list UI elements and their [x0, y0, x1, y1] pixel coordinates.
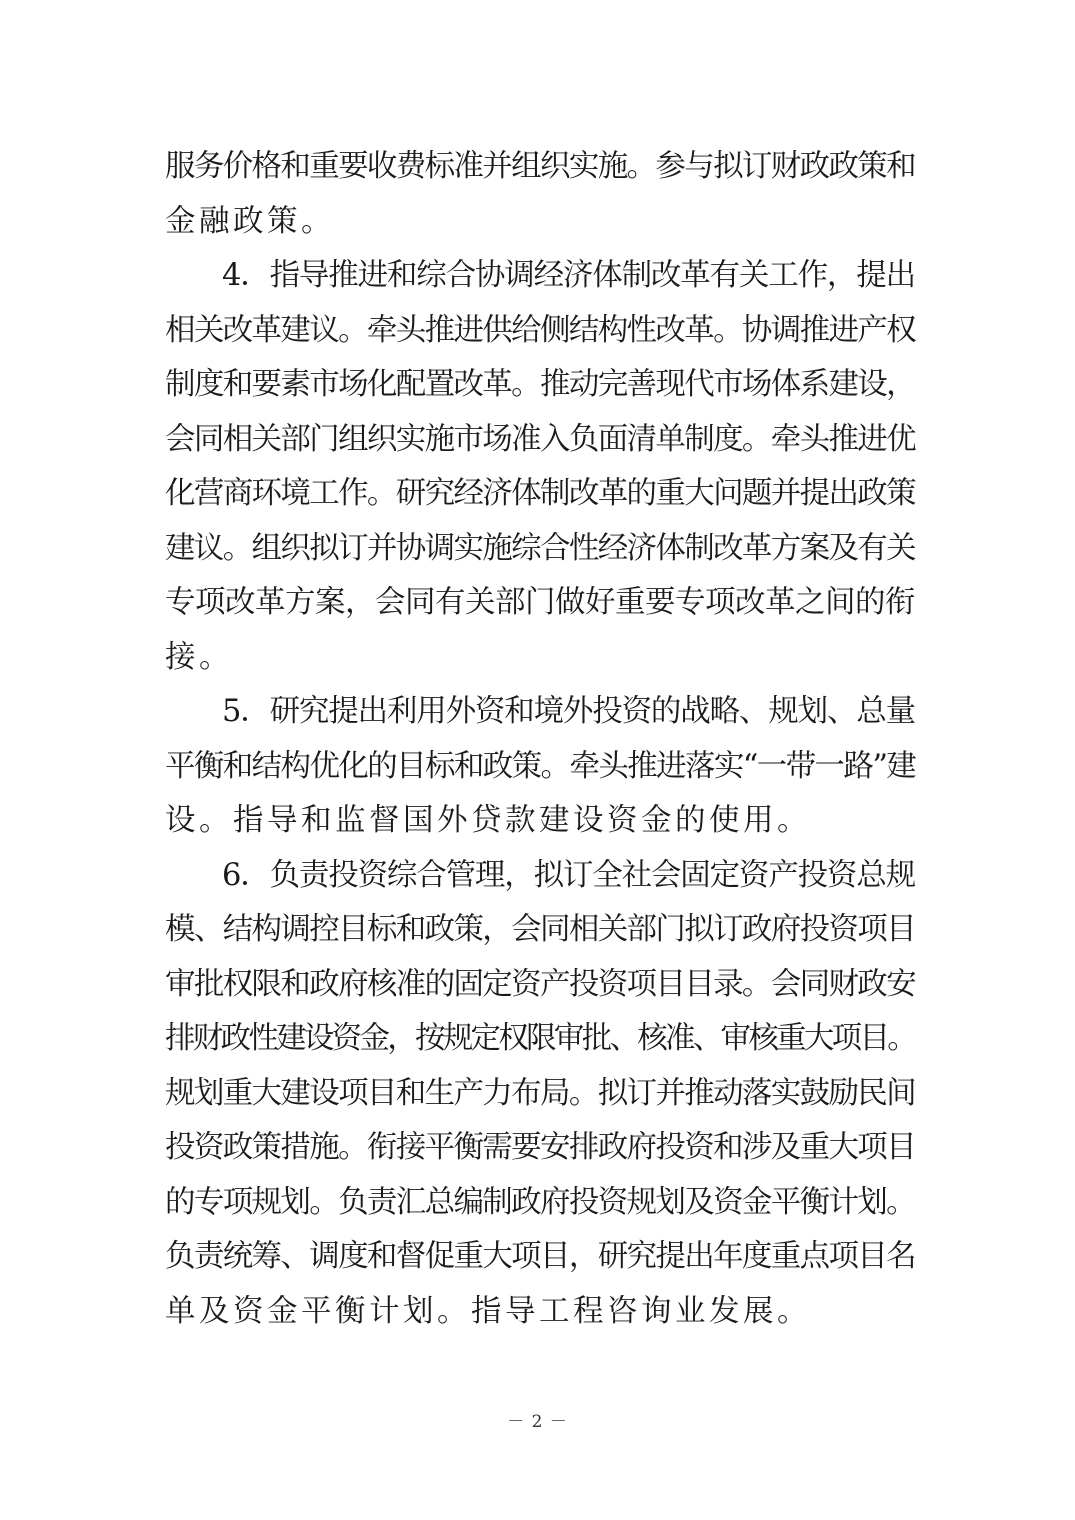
body-text — [165, 140, 915, 1339]
text-line: 规划重大建设项目和生产力布局。拟订并推动落实鼓励民间 — [165, 1075, 915, 1111]
page-number: － 2 － — [507, 1412, 568, 1432]
text-line: 化营商环境工作。研究经济体制改革的重大问题并提出政策 — [165, 476, 915, 511]
text-line: 金融政策。 — [165, 203, 335, 239]
text-line: 设。指导和监督国外贷款建设资金的使用。 — [165, 803, 811, 838]
text-line: 单及资金平衡计划。指导工程咨询业发展。 — [165, 1293, 811, 1329]
text-line: 专项改革方案，会同有关部门做好重要专项改革之间的衔 — [165, 585, 915, 620]
text-line: 投资政策措施。衔接平衡需要安排政府投资和涉及重大项目 — [165, 1130, 915, 1165]
paragraph-first-line: 6．负责投资综合管理，拟订全社会固定资产投资总规 — [222, 857, 915, 893]
text-line: 相关改革建议。牵头推进供给侧结构性改革。协调推进产权 — [165, 312, 915, 348]
text-line: 会同相关部门组织实施市场准入负面清单制度。牵头推进优 — [165, 421, 915, 457]
text-line: 的专项规划。负责汇总编制政府投资规划及资金平衡计划。 — [165, 1184, 915, 1220]
text-line: 平衡和结构优化的目标和政策。牵头推进落实“一带一路”建 — [165, 748, 916, 784]
paragraph-first-line: 5．研究提出利用外资和境外投资的战略、规划、总量 — [222, 694, 915, 729]
text-line: 接。 — [165, 639, 233, 675]
paragraph-first-line: 4．指导推进和综合协调经济体制改革有关工作，提出 — [222, 258, 915, 293]
text-line: 排财政性建设资金，按规定权限审批、核准、审核重大项目。 — [165, 1021, 915, 1056]
text-line: 制度和要素市场化配置改革。推动完善现代市场体系建设， — [165, 367, 915, 402]
text-line: 负责统筹、调度和督促重大项目，研究提出年度重点项目名 — [165, 1239, 915, 1274]
text-line: 建议。组织拟订并协调实施综合性经济体制改革方案及有关 — [165, 530, 915, 566]
text-line: 审批权限和政府核准的固定资产投资项目目录。会同财政安 — [165, 966, 915, 1002]
text-line: 服务价格和重要收费标准并组织实施。参与拟订财政政策和 — [165, 149, 915, 184]
text-line: 模、结构调控目标和政策，会同相关部门拟订政府投资项目 — [165, 912, 915, 947]
